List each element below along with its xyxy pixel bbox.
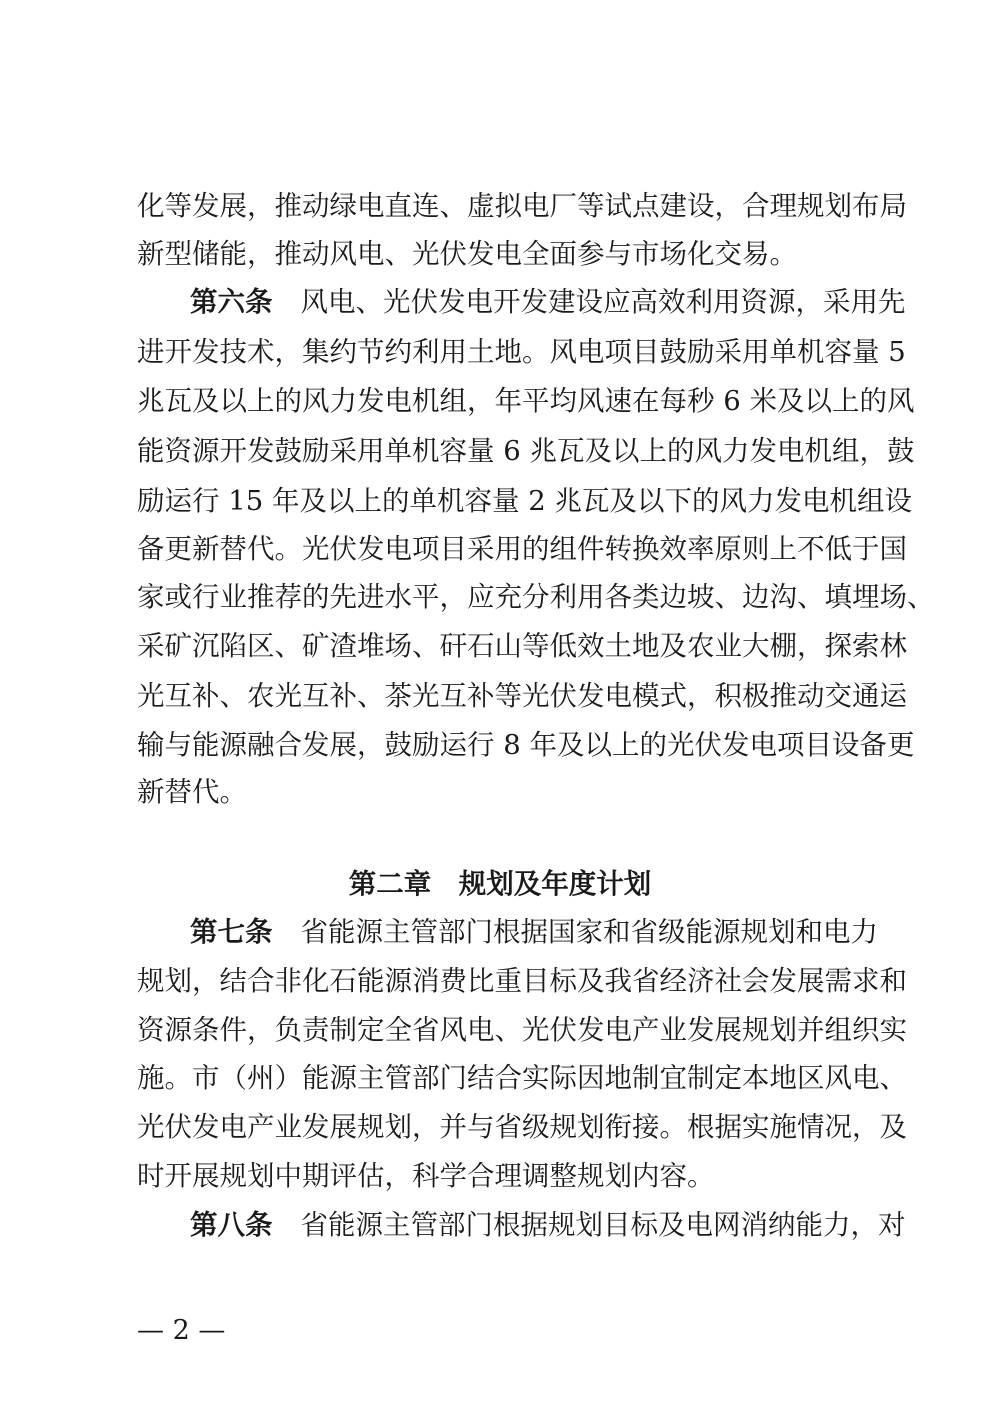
text-line: 光互补、农光互补、茶光互补等光伏发电模式，积极推动交通运 [137, 680, 907, 712]
text-line: 兆瓦及以上的风力发电机组，年平均风速在每秒 6 米及以上的风 [137, 385, 915, 417]
text-line: 新替代。 [137, 776, 247, 808]
article-label: 第七条 [190, 916, 273, 948]
article-6-first-line [190, 284, 906, 320]
text-line: 施。市（州）能源主管部门结合实际因地制宜制定本地区风电、 [137, 1062, 907, 1094]
text-line: 进开发技术，集约节约利用土地。风电项目鼓励采用单机容量 5 [137, 336, 906, 368]
text-line: 省能源主管部门根据国家和省级能源规划和电力 [300, 916, 878, 948]
article-label: 第六条 [190, 286, 273, 318]
text-line: 励运行 15 年及以上的单机容量 2 兆瓦及以下的风力发电机组设 [137, 485, 912, 517]
page-number: — 2 — [137, 1315, 226, 1346]
text-line: 家或行业推荐的先进水平，应充分利用各类边坡、边沟、填埋场、 [137, 581, 935, 613]
text-line: 规划，结合非化石能源消费比重目标及我省经济社会发展需求和 [137, 965, 907, 997]
text-line: 新型储能，推动风电、光伏发电全面参与市场化交易。 [137, 238, 797, 270]
text-line: 能资源开发鼓励采用单机容量 6 兆瓦及以上的风力发电机组，鼓 [137, 435, 915, 467]
text-line: 光伏发电产业发展规划，并与省级规划衔接。根据实施情况，及 [137, 1111, 907, 1143]
article-8-first-line [190, 1207, 906, 1243]
text-line: 备更新替代。光伏发电项目采用的组件转换效率原则上不低于国 [137, 533, 907, 565]
text-line: 采矿沉陷区、矿渣堆场、矸石山等低效土地及农业大棚，探索林 [137, 630, 907, 662]
text-line: 时开展规划中期评估，科学合理调整规划内容。 [137, 1160, 715, 1192]
article-7-first-line [190, 914, 877, 950]
article-label: 第八条 [190, 1209, 273, 1241]
text-line: 化等发展，推动绿电直连、虚拟电厂等试点建设，合理规划布局 [137, 190, 907, 222]
text-line: 输与能源融合发展，鼓励运行 8 年及以上的光伏发电项目设备更 [137, 729, 915, 761]
chapter-heading: 第二章 规划及年度计划 [348, 868, 652, 900]
text-line: 省能源主管部门根据规划目标及电网消纳能力，对 [300, 1209, 906, 1241]
text-line: 风电、光伏发电开发建设应高效利用资源，采用先 [300, 286, 906, 318]
text-line: 资源条件，负责制定全省风电、光伏发电产业发展规划并组织实 [137, 1014, 907, 1046]
